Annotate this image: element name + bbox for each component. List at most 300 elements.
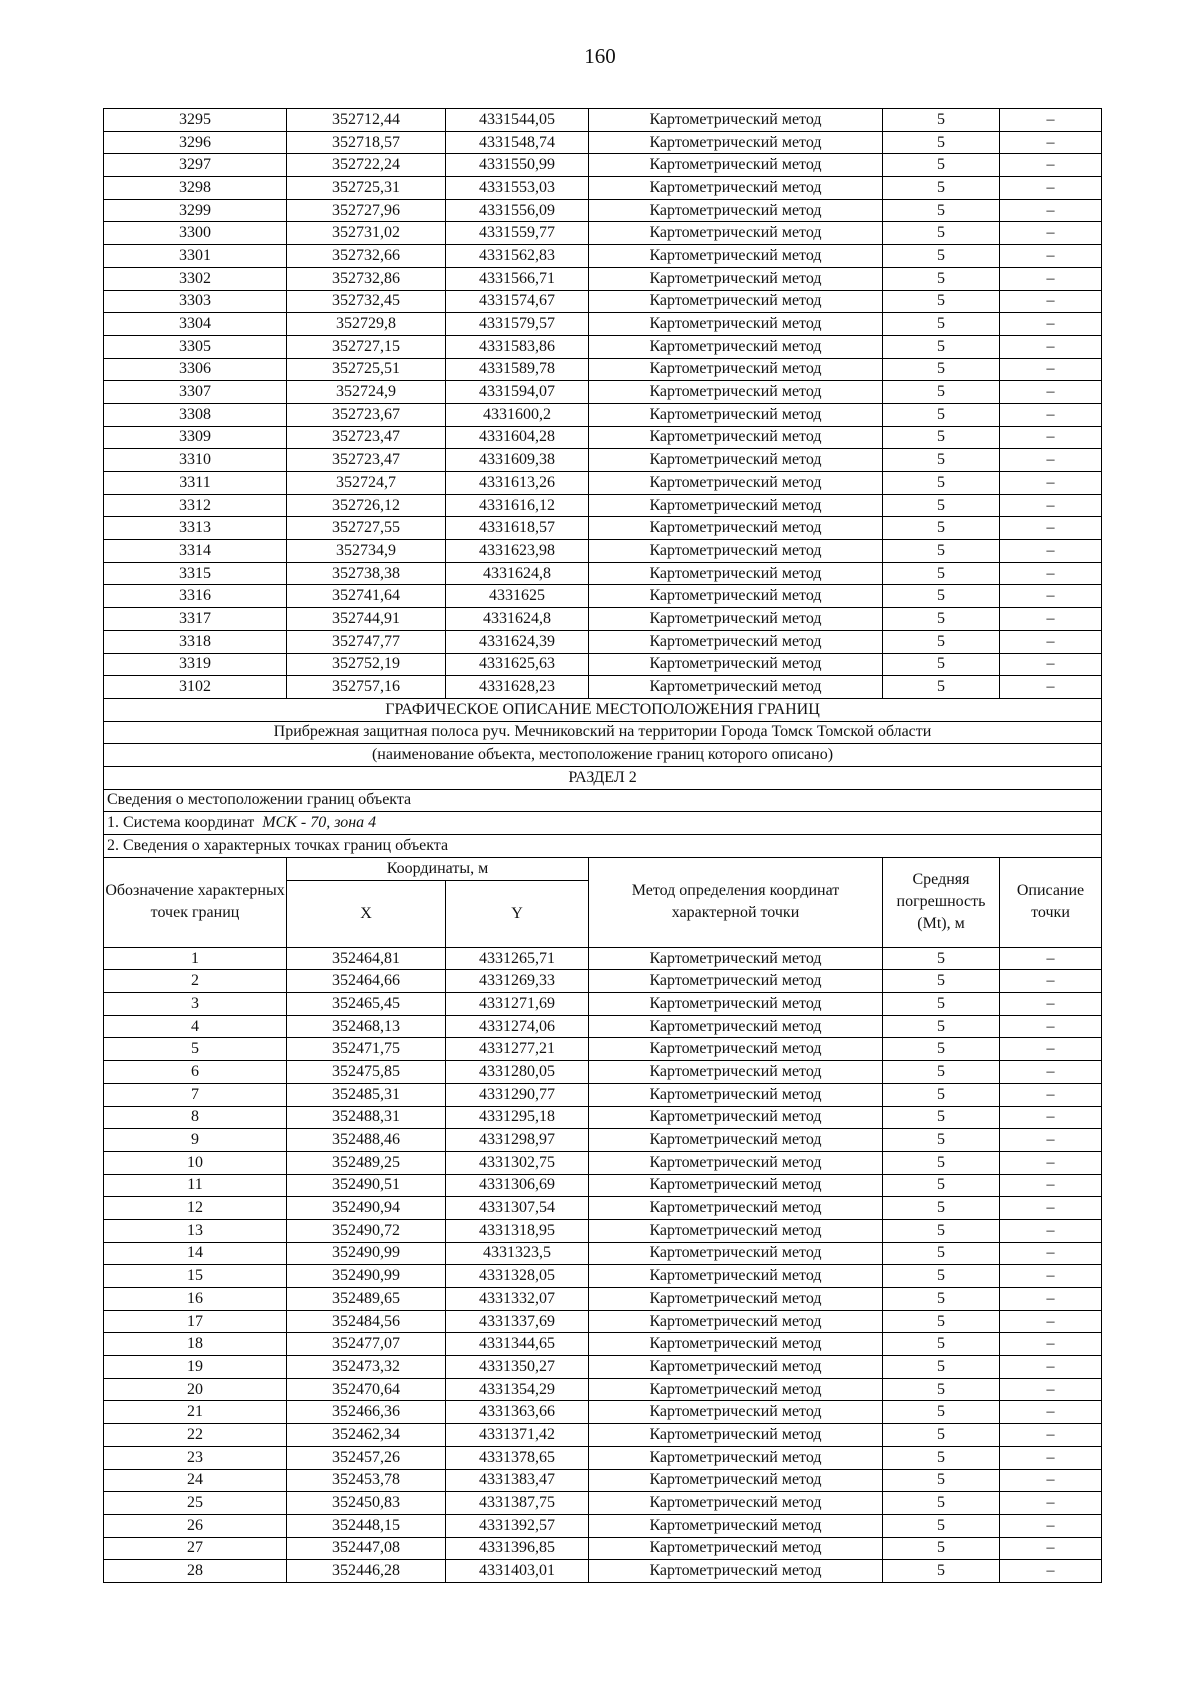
cell-point: 14 [104,1242,287,1265]
table-row [104,1310,1102,1333]
cell-x: 352489,65 [287,1288,446,1311]
cell-y: 4331556,09 [446,199,589,222]
cell-mt: 5 [883,358,1000,381]
part-title: РАЗДЕЛ 2 [104,766,1102,789]
cell-method: Картометрический метод [589,1083,883,1106]
cell-mt: 5 [883,131,1000,154]
cell-x: 352490,94 [287,1197,446,1220]
cell-mt: 5 [883,426,1000,449]
cell-method: Картометрический метод [589,494,883,517]
table-row [104,1537,1102,1560]
cell-mt: 5 [883,1378,1000,1401]
cell-y: 4331271,69 [446,993,589,1016]
cell-desc: – [1000,177,1102,200]
table-row [104,1265,1102,1288]
table-row [104,1333,1102,1356]
header-mt: Средняя погрешность (Mt), м [883,857,1000,947]
cell-y: 4331344,65 [446,1333,589,1356]
cell-desc: – [1000,313,1102,336]
coordinates-table [103,108,1102,1583]
cell-x: 352490,99 [287,1265,446,1288]
cell-method: Картометрический метод [589,154,883,177]
cell-mt: 5 [883,1151,1000,1174]
table-row [104,993,1102,1016]
cell-mt: 5 [883,222,1000,245]
cell-x: 352485,31 [287,1083,446,1106]
cell-point: 3304 [104,313,287,336]
cell-y: 4331363,66 [446,1401,589,1424]
section-title: ГРАФИЧЕСКОЕ ОПИСАНИЕ МЕСТОПОЛОЖЕНИЯ ГРАНИЦ [104,698,1102,721]
cell-x: 352724,7 [287,472,446,495]
cell-method: Картометрический метод [589,1061,883,1084]
cell-y: 4331290,77 [446,1083,589,1106]
cell-desc: – [1000,1424,1102,1447]
table-row [104,1514,1102,1537]
cell-method: Картометрический метод [589,1106,883,1129]
cell-x: 352757,16 [287,676,446,699]
cell-method: Картометрический метод [589,222,883,245]
bottom-rows [104,947,1102,1582]
cell-mt: 5 [883,1015,1000,1038]
cell-desc: – [1000,993,1102,1016]
cell-desc: – [1000,1242,1102,1265]
cell-y: 4331387,75 [446,1492,589,1515]
cell-point: 18 [104,1333,287,1356]
cell-desc: – [1000,1197,1102,1220]
table-row [104,1492,1102,1515]
cell-method: Картометрический метод [589,1151,883,1174]
cell-y: 4331307,54 [446,1197,589,1220]
cell-method: Картометрический метод [589,1492,883,1515]
cell-point: 13 [104,1219,287,1242]
cell-desc: – [1000,267,1102,290]
cell-method: Картометрический метод [589,517,883,540]
cell-mt: 5 [883,562,1000,585]
cell-desc: – [1000,1310,1102,1333]
table-row [104,472,1102,495]
table-row [104,290,1102,313]
cell-y: 4331613,26 [446,472,589,495]
cell-method: Картометрический метод [589,1174,883,1197]
points-info: 2. Сведения о характерных точках границ объекта [104,835,1102,858]
cell-method: Картометрический метод [589,1560,883,1583]
cell-desc: – [1000,1356,1102,1379]
cell-mt: 5 [883,608,1000,631]
table-row [104,1174,1102,1197]
cell-method: Картометрический метод [589,449,883,472]
cell-mt: 5 [883,540,1000,563]
table-row [104,1446,1102,1469]
table-row [104,245,1102,268]
cell-y: 4331559,77 [446,222,589,245]
table-row [104,131,1102,154]
table-row [104,403,1102,426]
cell-point: 19 [104,1356,287,1379]
table-row [104,630,1102,653]
cell-method: Картометрический метод [589,970,883,993]
cell-y: 4331600,2 [446,403,589,426]
cell-point: 3307 [104,381,287,404]
cell-desc: – [1000,245,1102,268]
cell-y: 4331574,67 [446,290,589,313]
cell-y: 4331354,29 [446,1378,589,1401]
cell-method: Картометрический метод [589,1038,883,1061]
cell-method: Картометрический метод [589,335,883,358]
cell-y: 4331306,69 [446,1174,589,1197]
cell-method: Картометрический метод [589,1424,883,1447]
cell-mt: 5 [883,1288,1000,1311]
cell-desc: – [1000,970,1102,993]
cell-desc: – [1000,290,1102,313]
cell-x: 352468,13 [287,1015,446,1038]
object-caption: (наименование объекта, местоположение границ которого описано) [104,744,1102,767]
cell-desc: – [1000,449,1102,472]
cell-desc: – [1000,1129,1102,1152]
cell-x: 352477,07 [287,1333,446,1356]
cell-method: Картометрический метод [589,358,883,381]
cell-mt: 5 [883,109,1000,132]
cell-mt: 5 [883,290,1000,313]
cell-point: 4 [104,1015,287,1038]
cell-mt: 5 [883,1197,1000,1220]
cell-point: 28 [104,1560,287,1583]
cell-mt: 5 [883,653,1000,676]
table-row [104,1129,1102,1152]
cell-x: 352734,9 [287,540,446,563]
cell-method: Картометрический метод [589,1129,883,1152]
cell-x: 352470,64 [287,1378,446,1401]
cell-point: 3311 [104,472,287,495]
cell-x: 352726,12 [287,494,446,517]
cell-point: 3314 [104,540,287,563]
cell-method: Картометрический метод [589,1242,883,1265]
cell-point: 17 [104,1310,287,1333]
cell-method: Картометрический метод [589,676,883,699]
cell-y: 4331403,01 [446,1560,589,1583]
cell-desc: – [1000,676,1102,699]
cell-mt: 5 [883,1083,1000,1106]
cell-mt: 5 [883,1514,1000,1537]
cell-point: 21 [104,1401,287,1424]
cell-method: Картометрический метод [589,381,883,404]
cell-method: Картометрический метод [589,199,883,222]
cell-mt: 5 [883,1469,1000,1492]
cell-point: 9 [104,1129,287,1152]
cell-mt: 5 [883,245,1000,268]
cell-desc: – [1000,381,1102,404]
cell-x: 352471,75 [287,1038,446,1061]
cell-mt: 5 [883,1492,1000,1515]
cell-x: 352464,81 [287,947,446,970]
cell-x: 352723,47 [287,449,446,472]
cell-y: 4331280,05 [446,1061,589,1084]
cell-mt: 5 [883,403,1000,426]
table-row [104,1015,1102,1038]
cell-mt: 5 [883,1424,1000,1447]
cell-desc: – [1000,653,1102,676]
cell-desc: – [1000,1151,1102,1174]
cell-x: 352489,25 [287,1151,446,1174]
cell-point: 20 [104,1378,287,1401]
cell-x: 352488,31 [287,1106,446,1129]
cell-y: 4331583,86 [446,335,589,358]
table-row [104,267,1102,290]
cell-point: 3315 [104,562,287,585]
cell-x: 352462,34 [287,1424,446,1447]
cell-desc: – [1000,517,1102,540]
cell-y: 4331616,12 [446,494,589,517]
table-row [104,608,1102,631]
cell-point: 3302 [104,267,287,290]
boundary-info: Сведения о местоположении границ объекта [104,789,1102,812]
table-row [104,358,1102,381]
cell-method: Картометрический метод [589,1310,883,1333]
cell-y: 4331277,21 [446,1038,589,1061]
cell-method: Картометрический метод [589,290,883,313]
page-number: 160 [584,44,616,68]
cell-desc: – [1000,608,1102,631]
cell-method: Картометрический метод [589,608,883,631]
cell-x: 352732,66 [287,245,446,268]
cell-desc: – [1000,1492,1102,1515]
cell-method: Картометрический метод [589,947,883,970]
cell-desc: – [1000,1560,1102,1583]
cell-x: 352453,78 [287,1469,446,1492]
table-row [104,335,1102,358]
cell-mt: 5 [883,199,1000,222]
table-row [104,676,1102,699]
cell-point: 3299 [104,199,287,222]
table-row [104,1356,1102,1379]
top-rows [104,109,1102,699]
table-row [104,199,1102,222]
cell-y: 4331579,57 [446,313,589,336]
cell-y: 4331594,07 [446,381,589,404]
cell-desc: – [1000,1106,1102,1129]
table-row [104,1469,1102,1492]
cell-mt: 5 [883,970,1000,993]
cell-mt: 5 [883,1106,1000,1129]
cell-desc: – [1000,1219,1102,1242]
cell-point: 3303 [104,290,287,313]
cell-method: Картометрический метод [589,1356,883,1379]
header-method: Метод определения координат характерной точки [589,857,883,947]
cell-x: 352725,31 [287,177,446,200]
cell-x: 352448,15 [287,1514,446,1537]
cell-point: 3306 [104,358,287,381]
cell-desc: – [1000,109,1102,132]
cell-desc: – [1000,1038,1102,1061]
cell-y: 4331550,99 [446,154,589,177]
cell-point: 6 [104,1061,287,1084]
cell-mt: 5 [883,1310,1000,1333]
cell-desc: – [1000,199,1102,222]
cell-mt: 5 [883,154,1000,177]
cell-mt: 5 [883,1174,1000,1197]
cell-method: Картометрический метод [589,630,883,653]
table-row [104,947,1102,970]
table-row [104,1151,1102,1174]
cell-y: 4331604,28 [446,426,589,449]
cell-y: 4331628,23 [446,676,589,699]
cell-mt: 5 [883,472,1000,495]
cell-mt: 5 [883,381,1000,404]
cell-x: 352490,51 [287,1174,446,1197]
cell-mt: 5 [883,494,1000,517]
cell-method: Картометрический метод [589,1537,883,1560]
table-row [104,449,1102,472]
cell-y: 4331350,27 [446,1356,589,1379]
cell-x: 352744,91 [287,608,446,631]
table-row [104,1401,1102,1424]
header-x: X [287,880,446,947]
cell-desc: – [1000,1537,1102,1560]
cell-point: 7 [104,1083,287,1106]
cell-y: 4331396,85 [446,1537,589,1560]
table-row [104,154,1102,177]
table-row [104,517,1102,540]
table-row [104,426,1102,449]
system-value: МСК - 70, зона 4 [262,814,377,832]
table-row [104,177,1102,200]
cell-point: 3318 [104,630,287,653]
cell-point: 3 [104,993,287,1016]
cell-method: Картометрический метод [589,403,883,426]
cell-point: 3102 [104,676,287,699]
cell-y: 4331589,78 [446,358,589,381]
table-row [104,1061,1102,1084]
cell-desc: – [1000,1514,1102,1537]
cell-y: 4331371,42 [446,1424,589,1447]
cell-desc: – [1000,585,1102,608]
cell-x: 352738,38 [287,562,446,585]
cell-point: 15 [104,1265,287,1288]
cell-method: Картометрический метод [589,1514,883,1537]
cell-mt: 5 [883,1537,1000,1560]
cell-desc: – [1000,1061,1102,1084]
cell-y: 4331328,05 [446,1265,589,1288]
cell-y: 4331269,33 [446,970,589,993]
table-row [104,970,1102,993]
cell-method: Картометрический метод [589,1469,883,1492]
cell-point: 23 [104,1446,287,1469]
table-row [104,1038,1102,1061]
cell-y: 4331383,47 [446,1469,589,1492]
cell-y: 4331625 [446,585,589,608]
cell-method: Картометрический метод [589,562,883,585]
cell-x: 352727,55 [287,517,446,540]
table-row [104,1424,1102,1447]
cell-method: Картометрический метод [589,1288,883,1311]
cell-point: 3319 [104,653,287,676]
cell-method: Картометрический метод [589,1015,883,1038]
cell-y: 4331392,57 [446,1514,589,1537]
cell-point: 3310 [104,449,287,472]
cell-method: Картометрический метод [589,1446,883,1469]
cell-method: Картометрический метод [589,1197,883,1220]
cell-desc: – [1000,630,1102,653]
table-row [104,313,1102,336]
cell-method: Картометрический метод [589,177,883,200]
cell-mt: 5 [883,993,1000,1016]
cell-x: 352490,72 [287,1219,446,1242]
cell-mt: 5 [883,1333,1000,1356]
cell-x: 352732,45 [287,290,446,313]
cell-x: 352727,96 [287,199,446,222]
cell-point: 26 [104,1514,287,1537]
cell-desc: – [1000,1469,1102,1492]
cell-mt: 5 [883,1219,1000,1242]
cell-point: 3295 [104,109,287,132]
cell-mt: 5 [883,947,1000,970]
coordinate-system [104,812,1102,835]
table-row [104,109,1102,132]
table-row [104,562,1102,585]
cell-mt: 5 [883,585,1000,608]
cell-mt: 5 [883,1560,1000,1583]
object-name: Прибрежная защитная полоса руч. Мечниковский на территории Города Томск Томской области [104,721,1102,744]
cell-y: 4331295,18 [446,1106,589,1129]
cell-x: 352732,86 [287,267,446,290]
cell-y: 4331562,83 [446,245,589,268]
cell-x: 352712,44 [287,109,446,132]
cell-desc: – [1000,1083,1102,1106]
cell-method: Картометрический метод [589,1265,883,1288]
cell-method: Картометрический метод [589,131,883,154]
cell-point: 3309 [104,426,287,449]
cell-mt: 5 [883,267,1000,290]
cell-mt: 5 [883,1265,1000,1288]
header-desc: Описание точки [1000,857,1102,947]
cell-desc: – [1000,222,1102,245]
cell-method: Картометрический метод [589,540,883,563]
cell-point: 3308 [104,403,287,426]
cell-x: 352490,99 [287,1242,446,1265]
cell-desc: – [1000,358,1102,381]
cell-x: 352488,46 [287,1129,446,1152]
cell-mt: 5 [883,449,1000,472]
cell-y: 4331548,74 [446,131,589,154]
cell-method: Картометрический метод [589,426,883,449]
cell-point: 3305 [104,335,287,358]
cell-x: 352464,66 [287,970,446,993]
header-coords: Координаты, м [287,857,589,880]
cell-x: 352465,45 [287,993,446,1016]
cell-y: 4331553,03 [446,177,589,200]
table-row [104,1106,1102,1129]
cell-mt: 5 [883,1129,1000,1152]
cell-y: 4331298,97 [446,1129,589,1152]
cell-mt: 5 [883,335,1000,358]
cell-desc: – [1000,494,1102,517]
cell-method: Картометрический метод [589,653,883,676]
cell-y: 4331544,05 [446,109,589,132]
cell-point: 3301 [104,245,287,268]
cell-desc: – [1000,562,1102,585]
cell-mt: 5 [883,177,1000,200]
cell-mt: 5 [883,630,1000,653]
cell-x: 352723,67 [287,403,446,426]
cell-y: 4331302,75 [446,1151,589,1174]
cell-y: 4331609,38 [446,449,589,472]
cell-method: Картометрический метод [589,245,883,268]
cell-x: 352752,19 [287,653,446,676]
cell-method: Картометрический метод [589,313,883,336]
cell-x: 352724,9 [287,381,446,404]
cell-desc: – [1000,1288,1102,1311]
cell-method: Картометрический метод [589,993,883,1016]
cell-x: 352447,08 [287,1537,446,1560]
